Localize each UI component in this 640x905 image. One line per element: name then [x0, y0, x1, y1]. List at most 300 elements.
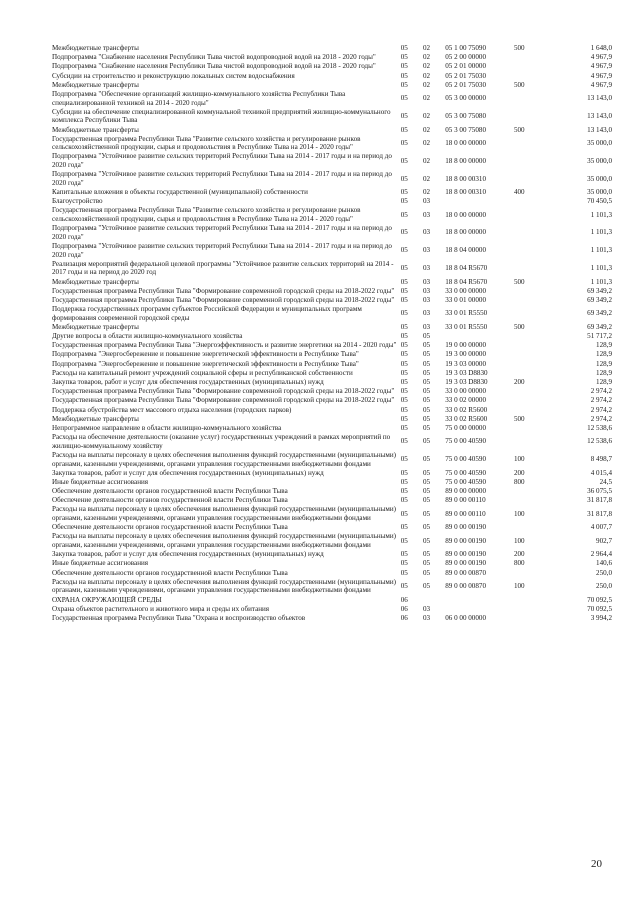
table-row	[52, 170, 612, 188]
row-section: 05	[400, 188, 408, 197]
row-section: 05	[400, 496, 408, 505]
row-subsection: 03	[422, 286, 431, 295]
row-subsection: 03	[422, 309, 431, 318]
row-subsection: 05	[422, 550, 431, 559]
row-name: Другие вопросы в области жилищно-коммунального хозяйства	[52, 332, 243, 341]
row-section: 05	[400, 277, 408, 286]
row-section: 06	[400, 604, 408, 613]
row-amount: 69 349,2	[587, 309, 612, 318]
row-expense-type	[514, 332, 542, 341]
row-subsection: 02	[422, 94, 431, 103]
row-section: 06	[400, 595, 408, 604]
row-amount: 70 092,5	[587, 604, 612, 613]
row-expense-type	[514, 496, 542, 505]
row-subsection: 02	[422, 125, 431, 134]
table-row	[52, 341, 612, 350]
row-amount: 12 538,6	[587, 423, 612, 432]
row-amount: 128,9	[596, 350, 612, 359]
row-amount: 2 974,2	[590, 405, 612, 414]
row-target-article: 05 2 00 00000	[445, 53, 486, 62]
row-target-article: 89 0 00 00190	[445, 550, 486, 559]
row-amount: 31 817,8	[587, 496, 612, 505]
row-subsection: 05	[422, 468, 431, 477]
row-name: Государственная программа Республики Тыва "Формирование современной городской среды на 2018-2022 годы"	[52, 295, 395, 304]
row-target-article: 89 0 00 00870	[445, 582, 486, 591]
row-target-article: 19 3 03 00000	[445, 359, 486, 368]
table-row	[52, 206, 612, 224]
row-subsection: 05	[422, 359, 431, 368]
row-subsection: 05	[422, 414, 431, 423]
table-row	[52, 478, 612, 487]
row-name: Государственная программа Республики Тыва "Формирование современной городской среды на 2018-2022 годы"	[52, 396, 395, 405]
row-subsection: 02	[422, 71, 431, 80]
row-name: Государственная программа Республики Тыва "Развитие сельского хозяйства и регулирование рынков сельскохозяйственной продукции, сырья и продовольствия в Республике Тыва на 2014 - 2020 годы"	[52, 206, 361, 223]
row-expense-type	[514, 260, 542, 278]
row-section: 05	[400, 210, 408, 219]
row-section: 05	[400, 156, 408, 165]
row-subsection: 02	[422, 112, 431, 121]
row-section: 05	[400, 437, 408, 446]
row-target-article: 89 0 00 00190	[445, 559, 486, 568]
row-section: 05	[400, 387, 408, 396]
row-subsection: 05	[422, 568, 431, 577]
page-number: 20	[591, 858, 602, 870]
row-subsection: 05	[422, 423, 431, 432]
row-section: 05	[400, 112, 408, 121]
row-name: Капитальные вложения в объекты государственной (муниципальной) собственности	[52, 188, 308, 197]
row-target-article: 19 3 03 D8830	[445, 378, 488, 386]
row-name: Иные бюджетные ассигнования	[52, 477, 149, 486]
row-name: Субсидии на обеспечение специализированной коммунальной техникой предприятий жилищно-коммунального комплекса Республики Тыва	[52, 107, 391, 125]
row-amount: 24,5	[599, 477, 612, 486]
row-subsection: 02	[422, 44, 431, 52]
row-expense-type: 500	[513, 44, 525, 52]
row-expense-type	[514, 170, 542, 188]
table-row	[52, 323, 612, 332]
row-amount: 4 967,9	[590, 53, 612, 62]
row-amount: 35 000,0	[587, 138, 612, 147]
row-expense-type	[514, 90, 542, 108]
row-subsection: 05	[422, 378, 431, 386]
row-target-article: 33 0 00 00000	[445, 286, 486, 295]
row-target-article: 75 0 00 40590	[445, 477, 486, 486]
table-row	[52, 415, 612, 424]
row-expense-type	[514, 197, 542, 206]
row-subsection	[423, 596, 445, 605]
row-amount: 128,9	[596, 341, 612, 350]
row-expense-type	[514, 605, 542, 614]
row-expense-type	[514, 152, 542, 170]
row-expense-type	[514, 387, 542, 396]
row-subsection: 02	[422, 156, 431, 165]
row-amount: 69 349,2	[587, 322, 612, 331]
row-expense-type	[514, 296, 542, 305]
row-subsection: 05	[422, 341, 431, 350]
row-target-article: 05 2 01 00000	[445, 62, 486, 71]
row-section: 05	[400, 138, 408, 147]
table-row	[52, 242, 612, 260]
row-target-article: 05 3 00 00000	[445, 94, 486, 103]
table-row	[52, 108, 612, 126]
row-name: ОХРАНА ОКРУЖАЮЩЕЙ СРЕДЫ	[52, 595, 162, 604]
row-expense-type	[514, 360, 542, 369]
row-name: Расходы на выплаты персоналу в целях обеспечения выполнения функций государственными (муниципальными) органами, казенными учреждениями, органами управления государственными внебюджетными фондами	[52, 450, 397, 468]
row-section: 05	[400, 44, 408, 52]
row-subsection: 05	[422, 368, 431, 377]
row-name: Субсидии на строительство и реконструкцию локальных систем водоснабжения	[52, 71, 295, 80]
row-name: Межбюджетные трансферты	[52, 414, 139, 423]
row-target-article: 19 0 00 00000	[445, 341, 486, 350]
row-expense-type	[514, 72, 542, 81]
row-name: Расходы на капитальный ремонт учреждений социальной сферы и республиканской собственности	[52, 368, 353, 377]
row-name: Подпрограмма "Устойчивое развитие сельских территорий Республики Тыва на 2014 - 2017 годы и на период до 2020 года"	[52, 170, 392, 187]
row-expense-type	[514, 406, 542, 415]
row-target-article: 75 0 00 00000	[445, 423, 486, 432]
row-amount: 13 143,0	[587, 94, 612, 103]
row-name: Государственная программа Республики Тыва "Формирование современной городской среды на 2018-2022 годы"	[52, 387, 395, 396]
table-row	[52, 224, 612, 242]
row-section: 05	[400, 197, 408, 206]
table-row	[52, 532, 612, 550]
table-row	[52, 53, 612, 62]
row-target-article: 33 0 02 R5600	[445, 405, 488, 414]
row-name: Обеспечение деятельности органов государственной власти Республики Тыва	[52, 487, 288, 496]
row-expense-type: 100	[513, 536, 525, 545]
row-section: 05	[400, 405, 408, 414]
row-section: 05	[400, 295, 408, 304]
row-expense-type	[514, 108, 542, 126]
row-target-article: 89 0 00 00000	[445, 487, 486, 496]
row-expense-type: 400	[513, 188, 525, 197]
row-section: 05	[400, 523, 408, 532]
row-section: 05	[400, 477, 408, 486]
row-name: Непрограммное направление в области жилищно-коммунального хозяйства	[52, 423, 282, 432]
row-name: Подпрограмма "Обеспечение организаций жилищно-коммунального хозяйства Республики Тыва специализированной техникой на 2014 - 2020 годы"	[52, 89, 346, 107]
row-expense-type: 500	[513, 414, 525, 423]
row-subsection: 05	[422, 509, 431, 518]
row-amount: 4 967,9	[590, 80, 612, 89]
row-name: Межбюджетные трансферты	[52, 80, 139, 89]
row-name: Иные бюджетные ассигнования	[52, 559, 149, 568]
row-name: Благоустройство	[52, 197, 103, 206]
row-expense-type	[514, 224, 542, 242]
row-expense-type	[514, 53, 542, 62]
row-amount: 70 092,5	[587, 595, 612, 604]
row-subsection: 02	[422, 62, 431, 71]
row-amount: 140,6	[596, 559, 612, 568]
row-section: 05	[400, 359, 408, 368]
table-row	[52, 433, 612, 451]
row-subsection: 05	[422, 496, 431, 505]
row-name: Расходы на обеспечение деятельности (оказание услуг) государственных учреждений в рамках мероприятий по жилищно-коммунальному хозяйству	[52, 433, 391, 450]
row-amount: 69 349,2	[587, 286, 612, 295]
row-target-article: 18 8 00 00310	[445, 174, 486, 183]
row-target-article: 18 8 04 R5670	[445, 264, 488, 273]
row-amount: 35 000,0	[587, 174, 612, 183]
table-row	[52, 559, 612, 568]
table-row	[52, 188, 612, 197]
row-subsection: 02	[422, 80, 431, 89]
table-row	[52, 523, 612, 532]
row-target-article: 05 1 00 75090	[445, 44, 486, 52]
table-row	[52, 152, 612, 170]
row-amount: 2 974,2	[590, 414, 612, 423]
row-subsection: 03	[422, 264, 431, 273]
row-amount: 4 967,9	[590, 71, 612, 80]
row-expense-type: 100	[513, 455, 525, 464]
table-row	[52, 596, 612, 605]
row-expense-type: 800	[513, 477, 525, 486]
row-subsection: 03	[422, 197, 431, 206]
row-target-article: 33 0 01 00000	[445, 295, 486, 304]
row-target-article: 18 8 00 00310	[445, 188, 486, 197]
row-section: 05	[400, 62, 408, 71]
row-section: 05	[400, 414, 408, 423]
row-target-article: 19 3 00 00000	[445, 350, 486, 359]
row-subsection: 05	[422, 536, 431, 545]
row-target-article: 18 8 04 00000	[445, 246, 486, 255]
row-amount: 4 015,4	[590, 468, 612, 477]
row-amount: 31 817,8	[587, 509, 612, 518]
row-target-article: 75 0 00 40590	[445, 455, 486, 464]
row-name: Государственная программа Республики Тыва "Охрана и воспроизводство объектов	[52, 613, 306, 622]
row-name: Охрана объектов растительного и животного мира и среды их обитания	[52, 604, 270, 613]
row-target-article: 06 0 00 00000	[445, 613, 486, 622]
row-expense-type: 500	[513, 80, 525, 89]
row-subsection: 03	[422, 604, 431, 613]
row-amount: 1 101,3	[590, 264, 612, 273]
row-amount: 2 964,4	[590, 550, 612, 559]
row-section: 05	[400, 396, 408, 405]
row-subsection: 02	[422, 53, 431, 62]
row-amount: 4 007,7	[590, 523, 612, 532]
row-name: Государственная программа Республики Тыва "Формирование современной городской среды на 2018-2022 годы"	[52, 286, 395, 295]
row-expense-type: 200	[513, 468, 525, 477]
row-name: Подпрограмма "Снабжение населения Республики Тыва чистой водопроводной водой на 2018 - 2020 годы"	[52, 62, 376, 71]
table-row	[52, 469, 612, 478]
row-name: Поддержка государственных программ субъектов Российской Федерации и муниципальных программ формирования современной городской среды	[52, 305, 362, 322]
row-expense-type	[514, 424, 542, 433]
row-target-article: 05 3 00 75080	[445, 125, 486, 134]
row-target-article: 18 8 04 R5670	[445, 277, 488, 286]
row-expense-type	[514, 287, 542, 296]
row-amount: 13 143,0	[587, 125, 612, 134]
row-amount: 12 538,6	[587, 437, 612, 446]
row-subsection: 05	[422, 332, 431, 341]
row-section: 05	[400, 94, 408, 103]
row-subsection: 03	[422, 210, 431, 219]
row-expense-type	[514, 206, 542, 224]
table-row	[52, 614, 612, 623]
row-expense-type	[514, 242, 542, 260]
row-name: Межбюджетные трансферты	[52, 277, 139, 286]
row-target-article: 89 0 00 00870	[445, 568, 486, 577]
row-name: Реализация мероприятий федеральной целевой программы "Устойчивое развитие сельских территорий на 2014 - 2017 годы и на период до 2020 год	[52, 259, 394, 277]
row-section: 05	[400, 125, 408, 134]
table-row	[52, 578, 612, 596]
row-target-article: 33 0 01 R5550	[445, 309, 488, 318]
table-row	[52, 332, 612, 341]
row-amount: 35 000,0	[587, 188, 612, 197]
row-amount: 250,0	[596, 568, 612, 577]
table-row	[52, 135, 612, 153]
row-subsection: 05	[422, 455, 431, 464]
row-name: Подпрограмма "Устойчивое развитие сельских территорий Республики Тыва на 2014 - 2017 годы и на период до 2020 года"	[52, 241, 392, 259]
row-target-article: 75 0 00 40590	[445, 468, 486, 477]
table-row	[52, 287, 612, 296]
budget-table	[52, 44, 612, 623]
row-name: Межбюджетные трансферты	[52, 322, 139, 331]
row-amount: 3 994,2	[590, 613, 612, 622]
row-subsection: 05	[422, 487, 431, 496]
row-section: 05	[400, 468, 408, 477]
row-section: 05	[400, 550, 408, 559]
row-expense-type: 500	[513, 277, 525, 286]
table-row	[52, 197, 612, 206]
row-target-article: 18 8 00 00000	[445, 156, 486, 165]
row-target-article: 89 0 00 00190	[445, 536, 486, 545]
row-expense-type	[514, 305, 542, 323]
row-name: Обеспечение деятельности органов государственной власти Республики Тыва	[52, 523, 288, 532]
row-name: Поддержка обустройства мест массового отдыха населения (городских парков)	[52, 405, 292, 414]
table-row	[52, 396, 612, 405]
table-row	[52, 369, 612, 378]
row-subsection: 05	[422, 437, 431, 446]
row-section: 05	[400, 423, 408, 432]
row-subsection: 02	[422, 174, 431, 183]
row-amount: 250,0	[596, 582, 612, 591]
table-row	[52, 44, 612, 53]
row-section: 05	[400, 559, 408, 568]
table-row	[52, 296, 612, 305]
row-name: Расходы на выплаты персоналу в целях обеспечения выполнения функций государственными (муниципальными) органами, казенными учреждениями, органами управления государственными внебюджетными фондами	[52, 532, 397, 549]
row-target-article	[445, 605, 514, 614]
row-name: Подпрограмма "Устойчивое развитие сельских территорий Республики Тыва на 2014 - 2017 годы и на период до 2020 года"	[52, 224, 392, 241]
table-row	[52, 126, 612, 135]
row-name: Обеспечение деятельности органов государственной власти Республики Тыва	[52, 496, 288, 505]
table-row	[52, 505, 612, 523]
row-section: 05	[400, 487, 408, 496]
table-row	[52, 90, 612, 108]
row-section: 05	[400, 228, 408, 237]
row-subsection: 02	[422, 188, 431, 197]
row-amount: 13 143,0	[587, 112, 612, 121]
row-amount: 128,9	[596, 368, 612, 377]
row-target-article: 33 0 02 R5600	[445, 414, 488, 423]
row-section: 06	[400, 613, 408, 622]
row-subsection: 03	[422, 246, 431, 255]
row-section: 05	[400, 71, 408, 80]
row-section: 05	[400, 332, 408, 341]
row-expense-type: 200	[513, 378, 525, 386]
row-section: 05	[400, 582, 408, 591]
row-amount: 2 974,2	[590, 387, 612, 396]
row-subsection: 05	[422, 559, 431, 568]
row-amount: 1 101,3	[590, 246, 612, 255]
row-subsection: 05	[422, 396, 431, 405]
row-amount: 1 101,3	[590, 210, 612, 219]
row-section: 05	[400, 378, 408, 386]
row-subsection: 03	[422, 228, 431, 237]
row-expense-type	[514, 596, 542, 605]
row-target-article: 18 8 00 00000	[445, 228, 486, 237]
row-section: 05	[400, 368, 408, 377]
row-amount: 8 498,7	[590, 455, 612, 464]
row-section: 05	[400, 509, 408, 518]
row-expense-type	[514, 396, 542, 405]
row-amount: 69 349,2	[587, 295, 612, 304]
row-section: 05	[400, 568, 408, 577]
row-amount: 51 717,2	[587, 332, 612, 341]
table-row	[52, 487, 612, 496]
row-expense-type	[514, 369, 542, 378]
row-target-article: 05 2 01 75030	[445, 71, 486, 80]
row-amount: 128,9	[596, 378, 612, 386]
row-name: Межбюджетные трансферты	[52, 125, 139, 134]
table-row	[52, 62, 612, 71]
row-name: Подпрограмма "Устойчивое развитие сельских территорий Республики Тыва на 2014 - 2017 годы и на период до 2020 года"	[52, 152, 392, 170]
row-amount: 36 075,5	[587, 487, 612, 496]
row-target-article: 05 3 00 75080	[445, 112, 486, 121]
row-expense-type	[514, 341, 542, 350]
row-section: 05	[400, 286, 408, 295]
row-subsection: 03	[422, 295, 431, 304]
row-section: 05	[400, 246, 408, 255]
row-target-article	[445, 596, 514, 605]
table-row	[52, 360, 612, 369]
row-subsection: 05	[422, 523, 431, 532]
row-amount: 35 000,0	[587, 156, 612, 165]
table-row	[52, 72, 612, 81]
row-expense-type	[514, 569, 542, 578]
row-subsection: 02	[422, 138, 431, 147]
row-expense-type	[514, 350, 542, 359]
row-section: 05	[400, 309, 408, 318]
table-row	[52, 451, 612, 469]
table-row	[52, 305, 612, 323]
row-expense-type	[514, 614, 542, 623]
row-section: 05	[400, 341, 408, 350]
row-expense-type: 800	[513, 559, 525, 568]
row-section: 05	[400, 455, 408, 464]
row-subsection: 03	[422, 613, 431, 622]
row-target-article: 19 3 03 D8830	[445, 368, 488, 377]
row-target-article: 89 0 00 00190	[445, 523, 486, 532]
row-target-article: 89 0 00 00110	[445, 496, 486, 505]
row-expense-type: 500	[513, 125, 525, 134]
row-expense-type	[514, 135, 542, 153]
row-name: Обеспечение деятельности органов государственной власти Республики Тыва	[52, 568, 288, 577]
row-subsection: 05	[422, 387, 431, 396]
row-amount: 70 450,5	[587, 197, 612, 206]
row-target-article: 33 0 02 00000	[445, 396, 486, 405]
table-row	[52, 378, 612, 387]
row-target-article: 18 0 00 00000	[445, 210, 486, 219]
row-name: Подпрограмма "Энергосбережение и повышение энергетической эффективности в Республике Тыва"	[52, 350, 359, 359]
row-name: Государственная программа Республики Тыва "Энергоэффективность и развитие энергетики на 2014 - 2020 годы"	[52, 341, 397, 350]
row-target-article: 33 0 01 R5550	[445, 322, 488, 331]
row-section: 05	[400, 536, 408, 545]
row-section: 05	[400, 80, 408, 89]
row-amount: 4 967,9	[590, 62, 612, 71]
row-name: Закупка товаров, работ и услуг для обеспечения государственных (муниципальных) нужд	[52, 378, 324, 386]
table-row	[52, 350, 612, 359]
table-row	[52, 424, 612, 433]
row-target-article	[445, 332, 514, 341]
row-expense-type	[514, 523, 542, 532]
table-row	[52, 260, 612, 278]
row-name: Расходы на выплаты персоналу в целях обеспечения выполнения функций государственными (муниципальными) органами, казенными учреждениями, органами управления государственными внебюджетными фондами	[52, 505, 397, 523]
